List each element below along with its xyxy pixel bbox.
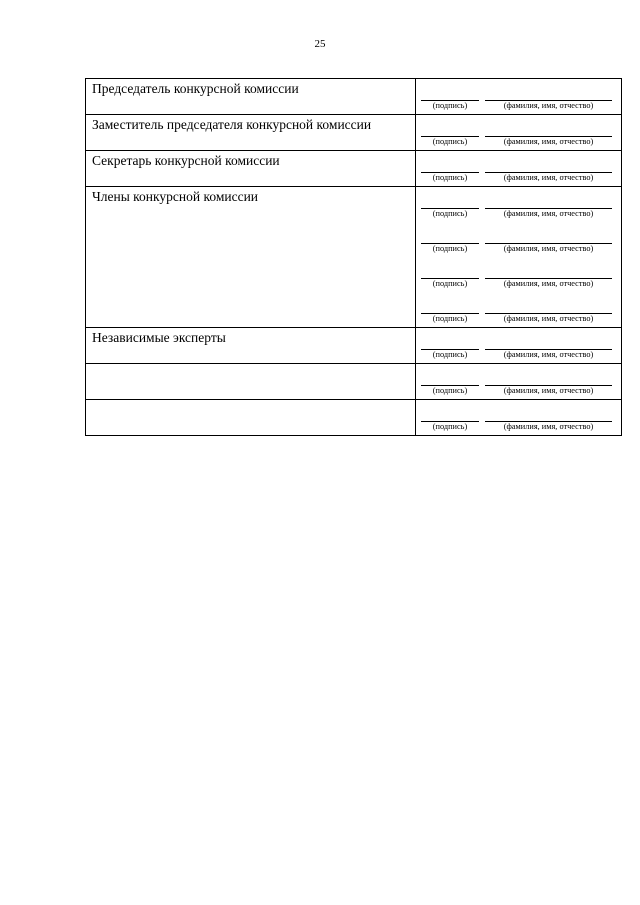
full-name-caption: (фамилия, имя, отчество) <box>503 101 594 110</box>
page-number: 25 <box>314 38 326 50</box>
signature-caption: (подпись) <box>432 279 468 288</box>
full-name-caption: (фамилия, имя, отчество) <box>503 314 594 323</box>
signature-cell <box>416 151 622 187</box>
signature-row <box>86 400 622 436</box>
role-cell <box>86 400 416 436</box>
signature-slot <box>416 115 621 150</box>
full-name-caption: (фамилия, имя, отчество) <box>503 350 594 359</box>
full-name-caption: (фамилия, имя, отчество) <box>503 244 594 253</box>
full-name-caption: (фамилия, имя, отчество) <box>503 209 594 218</box>
signature-row <box>86 364 622 400</box>
signature-slot <box>416 328 621 363</box>
signature-slot <box>416 257 621 292</box>
signature-slot <box>416 187 621 222</box>
role-cell: Заместитель председателя конкурсной комиссии <box>86 115 416 151</box>
full-name-caption: (фамилия, имя, отчество) <box>503 279 594 288</box>
full-name-caption: (фамилия, имя, отчество) <box>503 137 594 146</box>
full-name-caption: (фамилия, имя, отчество) <box>503 386 594 395</box>
signature-slot <box>416 79 621 114</box>
signature-cell <box>416 400 622 436</box>
signature-cell <box>416 328 622 364</box>
role-cell: Члены конкурсной комиссии <box>86 187 416 328</box>
signature-cell <box>416 79 622 115</box>
signature-cell <box>416 187 622 328</box>
signature-table-body <box>86 79 622 436</box>
signature-slot <box>416 364 621 399</box>
signature-caption: (подпись) <box>432 173 468 182</box>
signature-caption: (подпись) <box>432 137 468 146</box>
signature-row <box>86 328 622 364</box>
full-name-caption: (фамилия, имя, отчество) <box>503 422 594 431</box>
signature-row <box>86 115 622 151</box>
signature-row <box>86 187 622 328</box>
signature-slot <box>416 151 621 186</box>
signature-cell <box>416 115 622 151</box>
signature-cell <box>416 364 622 400</box>
signature-caption: (подпись) <box>432 244 468 253</box>
signature-table <box>85 78 622 436</box>
signature-caption: (подпись) <box>432 386 468 395</box>
role-cell: Председатель конкурсной комиссии <box>86 79 416 115</box>
signature-slot <box>416 400 621 435</box>
signature-row <box>86 151 622 187</box>
full-name-caption: (фамилия, имя, отчество) <box>503 173 594 182</box>
role-cell: Секретарь конкурсной комиссии <box>86 151 416 187</box>
signature-caption: (подпись) <box>432 314 468 323</box>
role-cell: Независимые эксперты <box>86 328 416 364</box>
signature-slot <box>416 292 621 327</box>
signature-caption: (подпись) <box>432 209 468 218</box>
signature-caption: (подпись) <box>432 422 468 431</box>
signature-slot <box>416 222 621 257</box>
signature-caption: (подпись) <box>432 101 468 110</box>
signature-row <box>86 79 622 115</box>
role-cell <box>86 364 416 400</box>
signature-caption: (подпись) <box>432 350 468 359</box>
